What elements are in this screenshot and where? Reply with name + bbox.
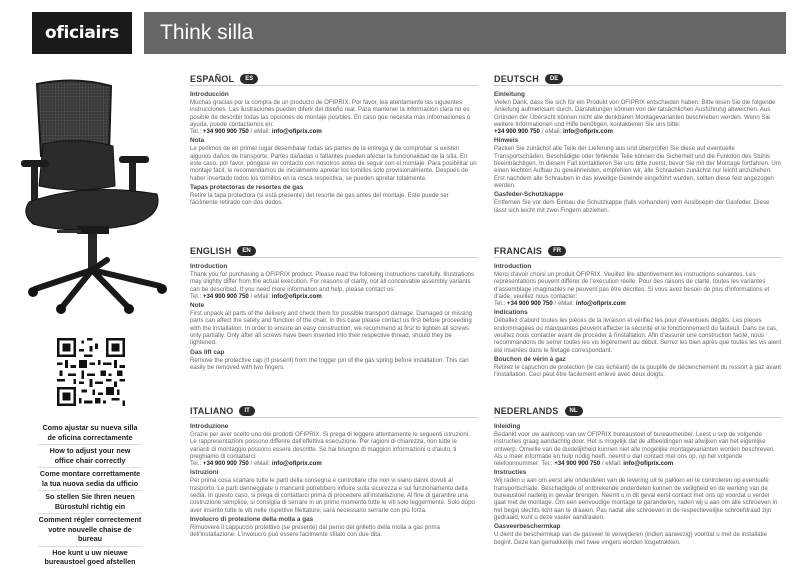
adjust-instructions-list: [38, 422, 142, 568]
email-link[interactable]: info@ofiprix.com: [562, 128, 613, 136]
left-text-column: [190, 72, 478, 545]
language-badge: FR: [548, 246, 566, 256]
email-link[interactable]: info@ofiprix.com: [575, 300, 626, 308]
adjust-label: So stellen Sie Ihren neuen Bürostuhl richtig ein: [38, 491, 142, 514]
language-header: NEDERLANDS NL: [494, 404, 782, 418]
email-link[interactable]: info@ofiprix.com: [271, 128, 322, 136]
section-french: FRANCAIS FR Introduction Merci d'avoir choisi un produit OFIPRIX. Veuillez lire attentivement les instructions suivantes. Les représentations peuvent différer de l'exécution réelle. Pour des raisons de clarté, toutes les variantes d'assemblage imaginables ne peuvent pas être décrites. Si vous avez besoin de plus d'informations et d'aide, veuillez nous contacter: Tel.: +34 900 900 750 / eMail: info@ofiprix.com Indications Déballez d'abord toutes les pièces de la livraison et vérifiez les pour d'éventuels dégâts. Les pièces endommagées ou manquantes peuvent affecter la sécurité et le fonctionnement du fauteuil. Dans ce cas, veuillez nous contacter avant de procéder à l'installation. Afin d'assurer une construction facile, nous recommandons de serrer toutes les vis légèrement au début. Serrez les bien après que toutes les vis aient été insérées dans le filetage correspondant. Bouchon de vérin à gaz Retirez le capuchon de protection (le cas échéant) de la goupille de déclenchement du ressort à gaz avant l'installation. Ceci peut être facilement enlevé avec deux doigts.: [494, 245, 782, 379]
adjust-label: Hoe kunt u uw nieuwe bureaustoel goed afstellen: [44, 547, 136, 566]
section-spanish: ESPAÑOL ES Introducción Muchas gracias por la compra de un producto de OFIPRIX. Por favor, lea atentamente las siguientes instrucciones. Las ilustraciones pueden diferir del diseño real. Para mantener la información clara no es posible de describir todas las opciones de montaje posibles. En caso que necesita más informaciones o ayuda, puede contactarnos en: Tel.: +34 900 900 750 / eMail: info@ofiprix.com Nota Le pedimos de en primer lugar desembalar todas las partes de la entrega y de comprobar si existen algunos daños de transporte. Partes dañadas o faltantes pueden afectar la funcionalidad de la silla. En este caso, por favor, póngase en contacto con nosotros antes de seguir con el montaje. Para posibilitar un montaje fácil, le recomendamos de inicialmente apretar los tornillos solo provisionalmente. Después de haber insertado todos los tornillos en la rosca respectiva, se pueden apretar totalmente. Tapas protectoras de resortes de gas Retire la tapa protectora (si está presente) del resorte de gas antes del montaje. Este puede ser fácilmente retirado con dos dedos.: [190, 73, 477, 207]
right-text-column: [494, 72, 782, 552]
language-header: ITALIANO IT: [190, 404, 478, 418]
email-link[interactable]: info@ofiprix.com: [271, 460, 322, 468]
language-header: ESPAÑOL ES: [190, 72, 478, 86]
contact-line: Tel.: +34 900 900 750 / eMail: info@ofiprix.com: [190, 292, 322, 300]
contact-line: +34 900 900 750 / eMail: info@ofiprix.com: [494, 128, 613, 136]
email-link[interactable]: info@ofiprix.com: [623, 460, 674, 468]
qr-code-image: [57, 338, 125, 406]
language-badge: NL: [565, 406, 583, 416]
title-bar: [144, 12, 786, 54]
contact-line: Tel.: +34 900 900 750 / eMail: info@ofiprix.com: [494, 300, 626, 308]
section-english: ENGLISH EN Introduction Thank you for purchasing a OFIPRIX product. Please read the following instructions carefully. Illustrations may slightly differ from the actual execution. For reasons of clarity, not all conceivable assembly variants can be described. If you need more information and help, please contact us: Tel.: +34 900 900 750 / eMail: info@ofiprix.com Note First unpack all parts of the delivery and check them for possible transport damage. Damaged or missing parts can affect the safety and function of the chair. In this case please contact us first before proceeding with the installation. In order to ensure an easy construction, we recommend at first to tighten all screws only partially. Only after all screws have been inserted into their respective thread, should they be tightened. Gas lift cap Remove the protective cap (if present) from the trigger pin of the gas spring before installation. This can easily be removed with two fingers.: [190, 244, 478, 398]
page-title: Think silla: [160, 21, 254, 44]
brand-logo: oficiairs: [32, 12, 132, 54]
language-header: DEUTSCH DE: [494, 72, 782, 86]
intro-text-with-contact: Bedankt voor uw aankoop van uw OFIPRIX bureaustoel of bureaumeubel. Leest u svp de volgende instructies graag aandachtig door. Het is mogelijk dat de afbeeldingen wat afwijken van het eigenlijke ontwerp. Omwille van de duidelijkheid kunnen niet alle mogelijke montagevarianten worden beschreven. Als u meer informatie en hulp nodig heeft, neemt u dan contact met ons op, op het volgende telefoonnummer: Tel.: +34 900 900 750 / eMail: info@ofiprix.com: [494, 431, 775, 468]
language-header: ENGLISH EN: [190, 244, 478, 258]
office-chair-image: [15, 74, 175, 314]
language-badge: DE: [545, 74, 563, 84]
language-badge: EN: [237, 246, 255, 256]
language-badge: IT: [239, 406, 254, 416]
language-header: FRANCAIS FR: [494, 244, 782, 258]
contact-line: Tel.: +34 900 900 750 / eMail: info@ofiprix.com: [190, 460, 322, 468]
adjust-label: Comment régler correctement votre nouvelle chaise de bureau: [38, 514, 142, 547]
contact-line: Tel.: +34 900 900 750 / eMail: info@ofiprix.com: [190, 128, 322, 136]
left-panel: [0, 66, 180, 568]
section-italian: ITALIANO IT Introduzione Grazie per aver scelto uno dei prodotti OFIPRIX. Si prega di leggere attentamente le seguenti istruzioni. Le rappresentazioni possono differire dall'effettiva esecuzione. Per ragioni di chiarezza, non tutte le varianti di montaggio possono essere descritte. Se hai bisogno di maggiori informazioni o d'aiuto, ti preghiamo di contattarci: Tel.: +34 900 900 750 / eMail: info@ofiprix.com Istruzioni Per prima cosa scartare tutte le parti della consegna e controllare che non vi siano danni dovuti al trasporto. Le parti danneggiate o mancanti potrebbero influire sulla sicurezza e sul funzionamento della sedia. In questo caso, si prega di contattarci prima di procedere all'installazione. Al fine di garantire una costruzione semplice, si consiglia di serrare in un primo momento tutte le viti solo leggermente. Solo dopo aver inserito tutte le viti nelle rispettive filettature, sarà necessario serrarle con più forza. Involucro di protezione della molla a gas Rimuovere il cappuccio protettivo (se presente) dal perno del grilletto della molla a gas prima dell'installazione. L'involucro può essere facilmente sfilato con due dita.: [190, 404, 478, 539]
email-link[interactable]: info@ofiprix.com: [271, 292, 322, 300]
language-badge: ES: [240, 74, 258, 84]
adjust-label: Como ajustar su nueva silla de oficina correctamente: [38, 422, 142, 445]
section-dutch: NEDERLANDS NL Inleiding Bedankt voor uw aankoop van uw OFIPRIX bureaustoel of bureaumeubel. Leest u svp de volgende instructies graag aandachtig door. Het is mogelijk dat de afbeeldingen wat afwijken van het eigenlijke ontwerp. Omwille van de duidelijkheid kunnen niet alle mogelijke montagevarianten worden beschreven. Als u meer informatie en hulp nodig heeft, neemt u dan contact met ons op, op het volgende telefoonnummer: Tel.: +34 900 900 750 / eMail: info@ofiprix.com Instructies Wij raden u aan om eerst alle onderdelen van de levering uit te pakken en te controleren op eventuele transportschade. Beschadigde of ontbrekende onderdelen kunnen de veiligheid en de werking van de bureaustoel nadelig in gevaar brengen. Neemt u in dit geval eerst contact met ons op voordat u verder gaat met de montage. Om een eenvoudige montage te garanderen, raden wij u aan om alle schroeven in het begin slechts licht aan te draaien. Pas nadat alle schroeven in de respectievelijke schroefdraad zijn gedraaid, kunt u deze vaster aandraaien. Gasveerbeschermkap U dient de beschermkap van de gasveer te verwijderen (indien aanwezig) voordat u met de installatie begint. Deze kan gemakkelijk met twee vingers worden losgetrokken.: [494, 404, 782, 546]
page-header: [0, 0, 808, 66]
section-german: DEUTSCH DE Einleitung Vielen Dank, dass Sie sich für ein Produkt von OFIPRIX entschieden haben. Bitte lesen Sie die folgende Anleitung aufmerksam durch. Darstellungen können von der tatsächlichen Ausführung abweichen. Aus Gründen der Übersicht können nicht alle denkbaren Montagevarianten beschrieben werden. Wenn Sie weitere Informationen und Hilfe benötigen, kontaktieren Sie uns bitte: +34 900 900 750 / eMail: info@ofiprix.com Hinweis Packen Sie zunächst alle Teile der Lieferung aus und überprüfen Sie diese auf eventuelle Transportschäden. Beschädigte oder fehlende Teile können die Sicherheit und die Funktion des Stuhls beeinträchtigen. In diesem Fall kontaktieren Sie uns bitte zuerst, bevor Sie mit der Montage fortfahren. Um einen leichten Aufbau zu gewährleisten, empfehlen wir, alle Schrauben zunächst nur leicht anzuziehen. Erst nachdem alle Schrauben in das jeweilige Gewinde eingeführt wurden, sollten diese fest angezogen werden. Gasfeder-Schutzkappe Entfernen Sie vor dem Einbau die Schutzkappe (falls vorhanden) vom Auslösepin der Gasfeder. Diese lässt sich leicht mit zwei Fingern abziehen.: [494, 73, 781, 214]
adjust-label: How to adjust your new office chair correctly: [38, 445, 142, 468]
adjust-label: Come montare correttamente la tua nuova sedia da ufficio: [38, 468, 142, 491]
